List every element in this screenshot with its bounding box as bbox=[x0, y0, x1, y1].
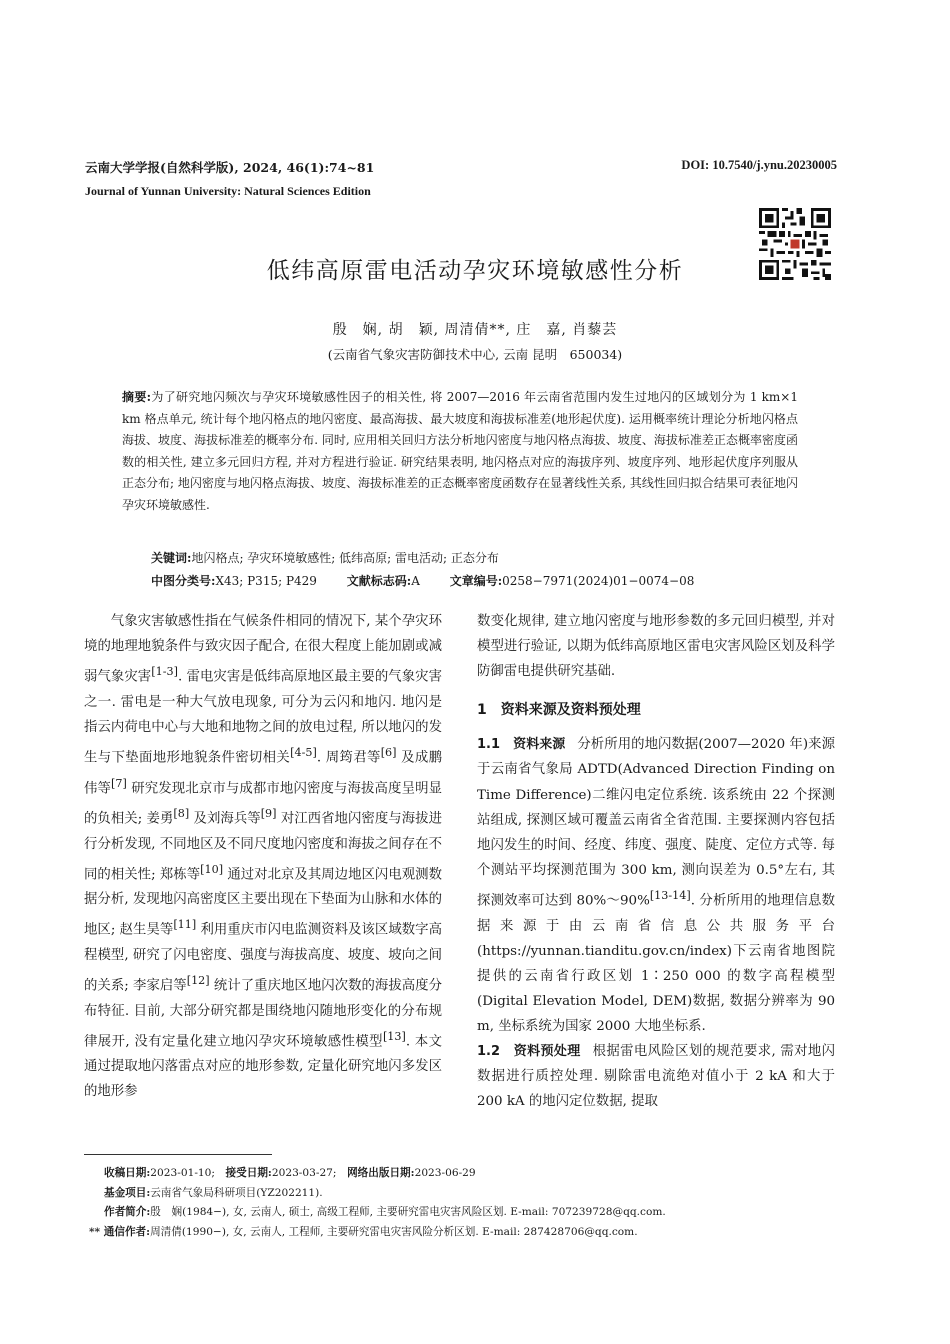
article-number-label: 文章编号: bbox=[449, 574, 503, 588]
author-bio-line: 作者简介:殷 娴(1984−), 女, 云南人, 硕士, 高级工程师, 主要研究雷电灾害风险区划. E-mail: 707239728@qq.com. bbox=[104, 1206, 666, 1218]
doc-code-label: 文献标志码: bbox=[346, 574, 412, 588]
subsection-heading: 1.1 资料来源 bbox=[477, 737, 566, 753]
citation[interactable]: [12] bbox=[186, 974, 210, 988]
footnotes bbox=[89, 1164, 824, 1242]
citation[interactable]: [13-14] bbox=[649, 888, 691, 902]
keywords-label: 关键词: bbox=[151, 551, 192, 565]
subsection-1-1: 1.1 资料来源 分析所用的地闪数据(2007—2020 年)来源于云南省气象局 ADTD(Advanced Direction Finding on Time Difference)二维闪电定位系统. 该系统由 22 个探测站组成, 探测区域可覆盖云南省全省范围. 主要探测内容包括地闪发生的时间、经度、纬度、强度、陡度、定位方式等. 每个测站平均探测范围为 300 km, 测向误差为 0.5°左右, 其探测效率可达到 80%～90%[13-14]. 分析所用的地理信息数据来源于由云南省信息公共服务平台(https://yunnan.tianditu.gov.cn/index)下云南省地图院提供的云南省行政区划 1∶250 000 的数字高程模型(Digital Elevation Model, DEM)数据, 数据分辨率为 90 m, 坐标系统为国家 2000 大地坐标系. bbox=[477, 737, 835, 1034]
abstract-label: 摘要: bbox=[122, 390, 152, 404]
dates-line: 收稿日期:2023-01-10; 接受日期:2023-03-27; 网络出版日期:2023-06-29 bbox=[104, 1167, 476, 1179]
intro-paragraph: 气象灾害敏感性指在气候条件相同的情况下, 某个孕灾环境的地理地貌条件与致灾因子配合, 在很大程度上能加剧或减弱气象灾害[1-3]. 雷电灾害是低纬高原地区最主要的气象灾害之一. 雷电是一种大气放电现象, 可分为云闪和地闪. 地闪是指云内荷电中心与大地和地物之间的放电过程, 所以地闪的发生与下垫面地形地貌条件密切相关[4-5]. 周筠君等[6] 及成鹏伟等[7] 研究发现北京市与成都市地闪密度与海拔高度呈明显的负相关; 姜勇[8] 及刘海兵等[9] 对江西省地闪密度与海拔进行分析发现, 不同地区及不同尺度地闪密度和海拔之间存在不同的相关性; 郑栋等[10] 通过对北京及其周边地区闪电观测数据分析, 发现地闪高密度区主要出现在下垫面为山脉和水体的地区; 赵生昊等[11] 利用重庆市闪电监测资料及该区域数字高程模型, 研究了闪电密度、强度与海拔高度、坡度、坡向之间的关系; 李家启等[12] 统计了重庆地区地闪次数的海拔高度分布特征. 目前, 大部分研究都是围绕地闪随地形变化的分布规律展开, 没有定量化建立地闪孕灾环境敏感性模型[13]. 本文通过提取地闪落雷点对应的地形参数, 定量化研究地闪多发区的地形参 bbox=[84, 614, 443, 1100]
article-number-value: 0258−7971(2024)01−0074−08 bbox=[502, 574, 695, 588]
subsection-heading: 1.2 资料预处理 bbox=[477, 1043, 581, 1059]
citation[interactable]: [13] bbox=[382, 1029, 406, 1043]
section-heading: 1 资料来源及资料预处理 bbox=[477, 702, 641, 719]
footnote-divider bbox=[84, 1154, 272, 1155]
author-list: 殷 娴, 胡 颖, 周清倩**, 庄 嘉, 肖藜芸 bbox=[332, 322, 618, 338]
citation[interactable]: [6] bbox=[380, 745, 397, 759]
citation[interactable]: [1-3] bbox=[151, 665, 178, 679]
doc-code-value: A bbox=[411, 574, 420, 588]
funding-line: 基金项目:云南省气象局科研项目(YZ202211). bbox=[104, 1186, 323, 1199]
abstract-text: 为了研究地闪频次与孕灾环境敏感性因子的相关性, 将 2007—2016 年云南省范围内发生过地闪的区域划分为 1 km×1 km 格点单元, 统计每个地闪格点的地闪密度、最高海拔、最大坡度和海拔标准差(地形起伏度). 运用概率统计理论分析地闪格点海拔、坡度、海拔标准差的概率分布. 同时, 应用相关回归方法分析地闪密度与地闪格点海拔、坡度、海拔标准差正态概率密度函数的相关性, 建立多元回归方程, 并对方程进行验证. 研究结果表明, 地闪格点对应的海拔序列、坡度序列、地形起伏度序列服从正态分布; 地闪密度与地闪格点海拔、坡度、海拔标准差的正态概率密度函数存在显著线性关系, 其线性回归拟合结果可表征地闪孕灾环境敏感性. bbox=[122, 390, 798, 512]
body-column-right bbox=[477, 609, 835, 1114]
paper-title: 低纬高原雷电活动孕灾环境敏感性分析 bbox=[266, 258, 684, 284]
doi[interactable]: DOI: 10.7540/j.ynu.20230005 bbox=[681, 158, 837, 172]
citation[interactable]: [11] bbox=[173, 918, 197, 932]
clc-label: 中图分类号: bbox=[151, 574, 216, 588]
citation[interactable]: [4-5] bbox=[290, 745, 317, 759]
intro-continued: 数变化规律, 建立地闪密度与地形参数的多元回归模型, 并对模型进行验证, 以期为低纬高原地区雷电灾害风险区划及科学防御雷电提供研究基础. bbox=[477, 614, 835, 680]
journal-citation-cn: 云南大学学报(自然科学版), 2024, 46(1):74~81 bbox=[85, 160, 375, 175]
citation[interactable]: [9] bbox=[260, 807, 277, 821]
body-column-left bbox=[84, 609, 442, 1104]
keywords-text: 地闪格点; 孕灾环境敏感性; 低纬高原; 雷电活动; 正态分布 bbox=[191, 551, 499, 565]
journal-name-en: Journal of Yunnan University: Natural Sciences Edition bbox=[85, 184, 371, 198]
keywords bbox=[151, 549, 801, 566]
citation[interactable]: [8] bbox=[173, 807, 190, 821]
abstract bbox=[122, 387, 798, 517]
subsection-1-2: 1.2 资料预处理 根据雷电风险区划的规范要求, 需对地闪数据进行质控处理. 剔除雷电流绝对值小于 2 kA 和大于 200 kA 的地闪定位数据, 提取 bbox=[477, 1043, 836, 1110]
classification-line bbox=[151, 572, 801, 589]
corresponding-author-line: ** 通信作者:周清倩(1990−), 女, 云南人, 工程师, 主要研究雷电灾害风险分析区划. E-mail: 287428706@qq.com. bbox=[89, 1225, 638, 1238]
citation[interactable]: [10] bbox=[200, 862, 224, 876]
citation[interactable]: [7] bbox=[111, 776, 127, 790]
clc-value: X43; P315; P429 bbox=[215, 574, 317, 588]
affiliation: (云南省气象灾害防御技术中心, 云南 昆明 650034) bbox=[327, 347, 623, 362]
